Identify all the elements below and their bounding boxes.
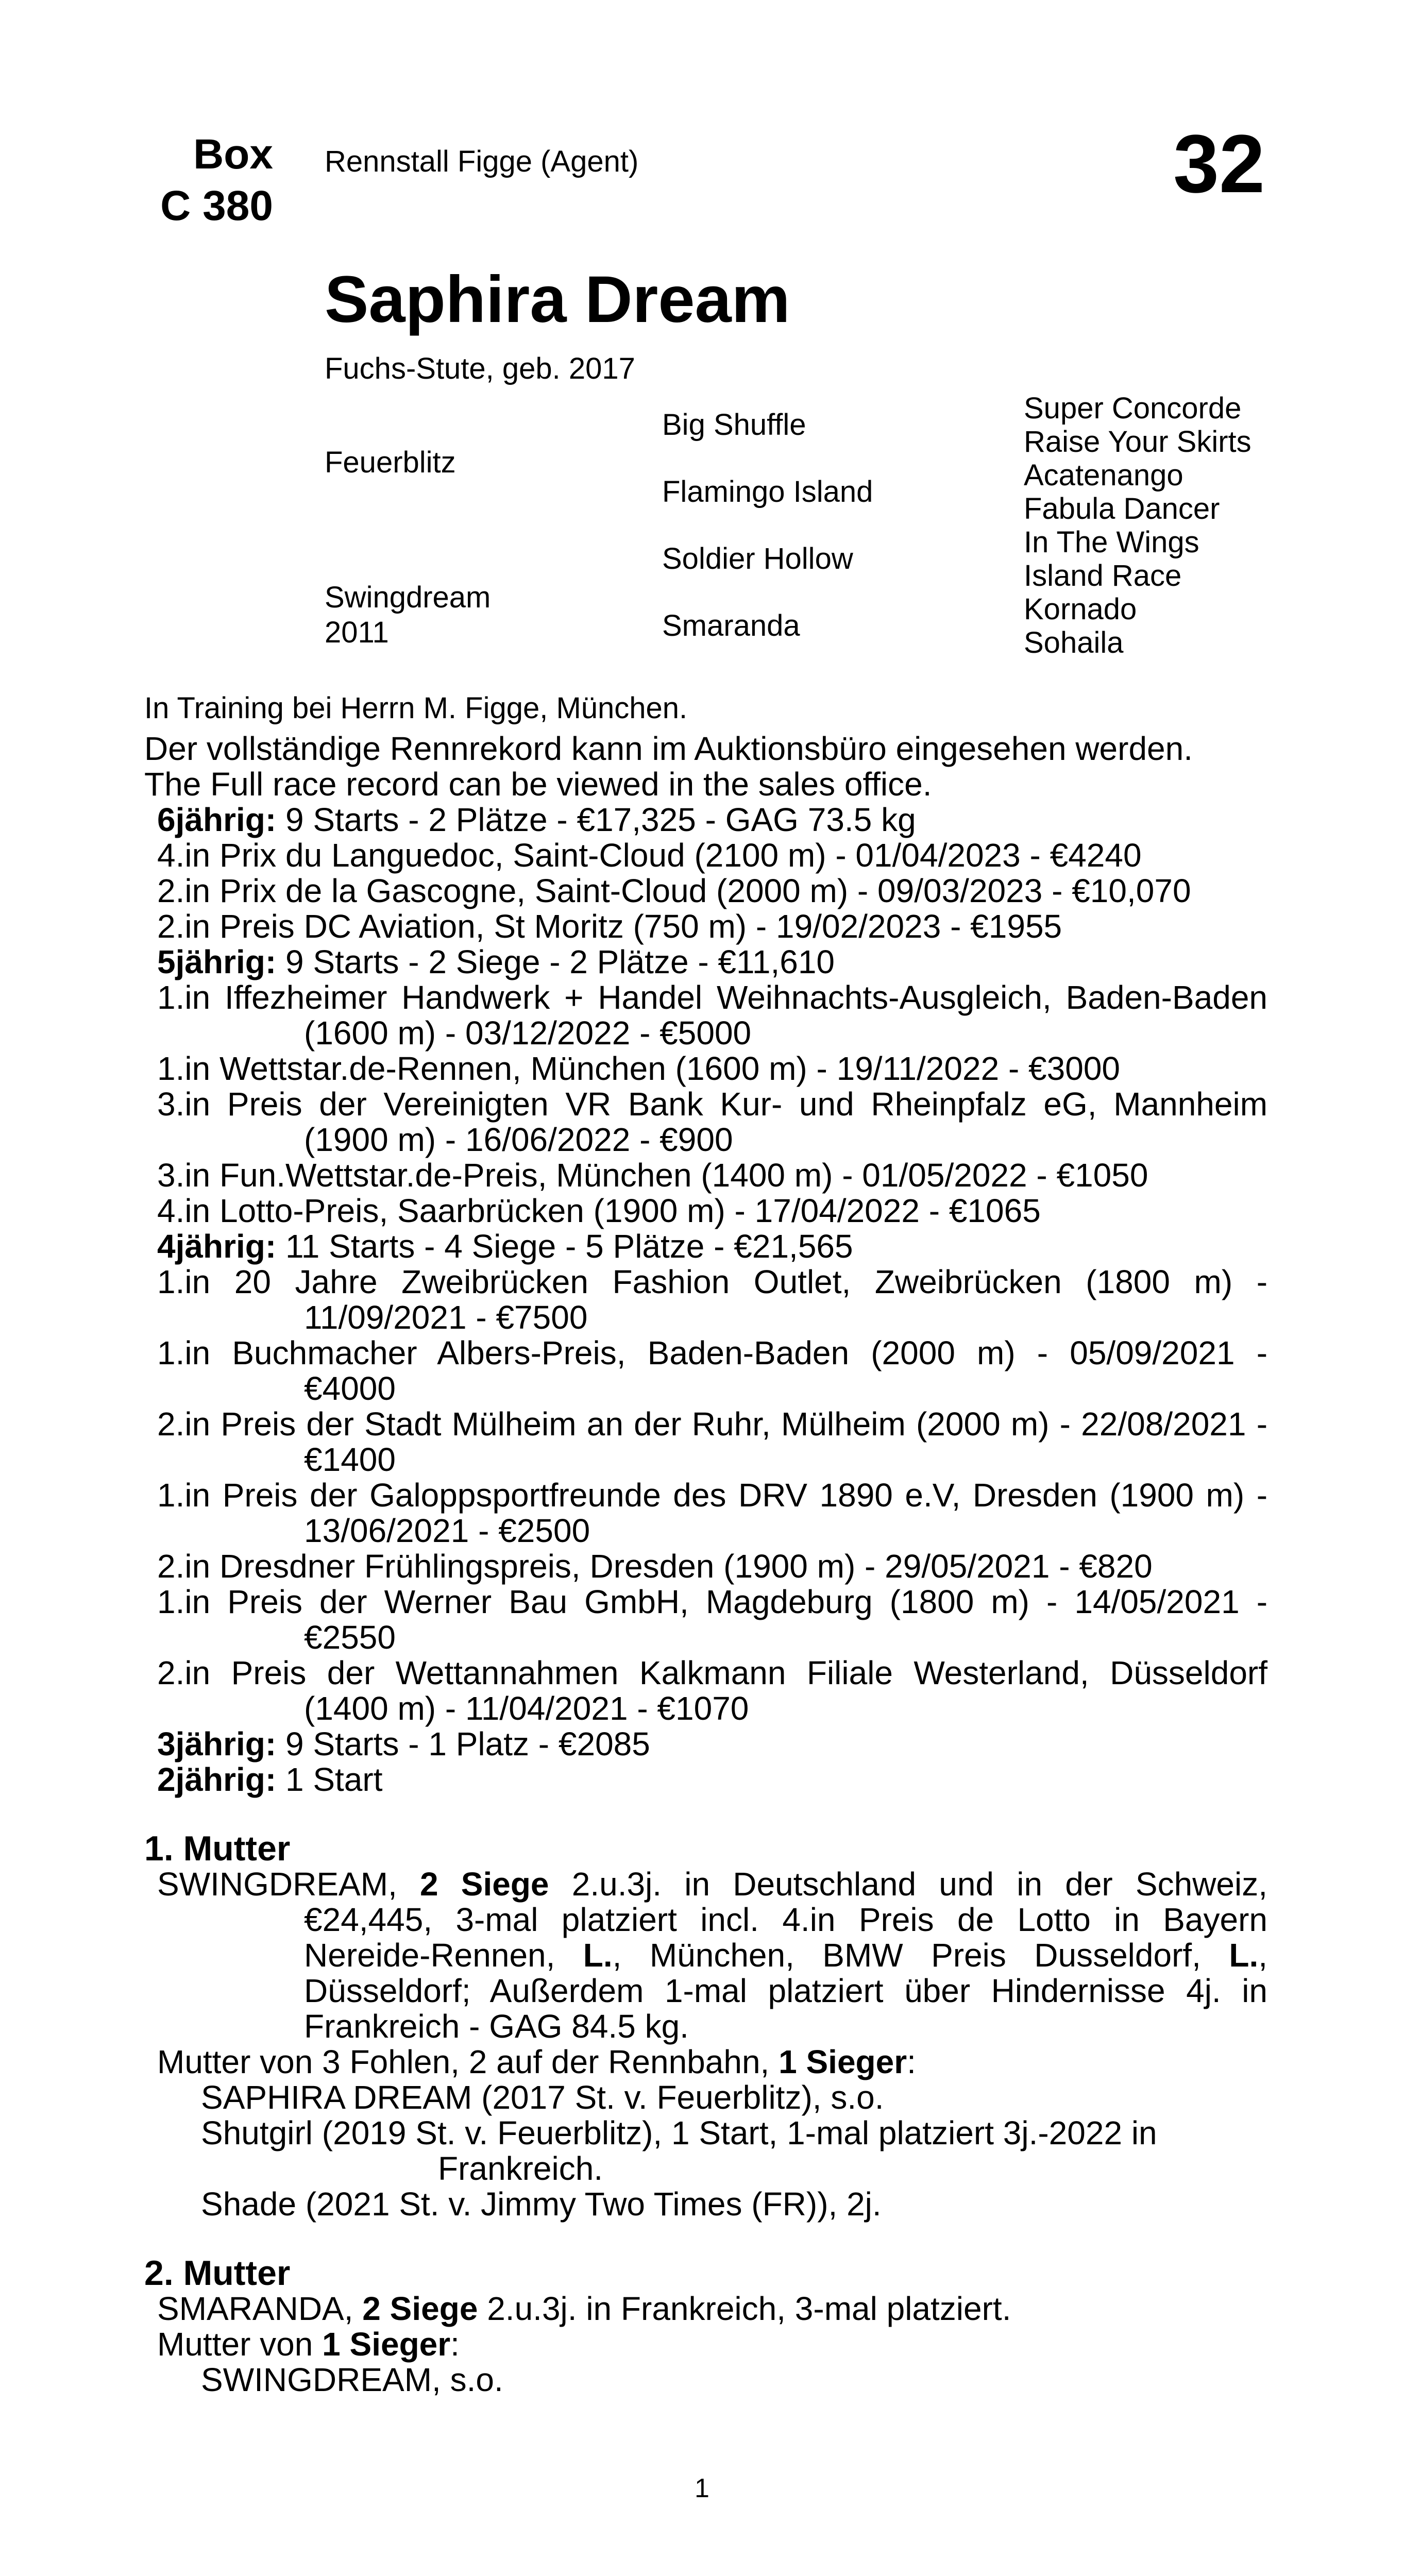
pedigree-g3-8: Sohaila (1024, 626, 1124, 659)
record-summary-text: 9 Starts - 2 Siege - 2 Plätze - €11,610 (276, 943, 835, 980)
second-dam-record (144, 2291, 1267, 2327)
horse-name: Saphira Dream (325, 263, 790, 336)
dam-name: SMARANDA, (157, 2290, 363, 2327)
race-entry: 2.in Preis DC Aviation, St Moritz (750 m) - 19/02/2023 - €1955 (157, 908, 1062, 945)
pedigree-dam-dam: Smaranda (662, 609, 800, 642)
page-number: 1 (695, 2473, 709, 2503)
race-entry: 2.in Dresdner Frühlingspreis, Dresden (1900 m) - 29/05/2021 - €820 (157, 1548, 1153, 1585)
dam-wins: 2 Siege (419, 1866, 549, 1903)
listed-marker: L. (583, 1937, 613, 1974)
record-summary (144, 802, 1267, 838)
pedigree-g3-4: Fabula Dancer (1024, 492, 1220, 526)
race-entry: 1.in Wettstar.de-Rennen, München (1600 m) - 19/11/2022 - €3000 (157, 1050, 1120, 1087)
race-entry: 2.in Preis der Stadt Mülheim an der Ruhr, Mülheim (2000 m) - 22/08/2021 - €1400 (157, 1405, 1267, 1478)
record-summary (144, 944, 1267, 980)
record-summary-text: 9 Starts - 2 Plätze - €17,325 - GAG 73.5 kg (276, 801, 916, 838)
record-summary (144, 1726, 1267, 1762)
pedigree-dam-sire: Soldier Hollow (662, 542, 853, 575)
box-number: C 380 (160, 182, 273, 229)
dam-record-text: 2.u.3j. in Frankreich, 3-mal platziert. (478, 2290, 1011, 2327)
first-dam-record (144, 1867, 1267, 2044)
race-entry: 3.in Preis der Vereinigten VR Bank Kur- und Rheinpfalz eG, Mannheim (1900 m) - 16/06/2022 - €900 (157, 1086, 1267, 1158)
produce-intro: Mutter von (157, 2326, 323, 2363)
pedigree-g3-1: Super Concorde (1024, 392, 1242, 425)
pedigree-g3-2: Raise Your Skirts (1024, 425, 1251, 459)
dam-record-text: 2.u.3j. in Deutschland und in der Schweiz, €24,445, 3-mal platziert incl. 4.in Preis de Lotto in Bayern Nereide-Rennen, (304, 1866, 1268, 1974)
pedigree-sire: Feuerblitz (325, 446, 456, 479)
dam-record-text: , München, BMW Preis Dusseldorf, (612, 1937, 1229, 1974)
progeny-entry: Shutgirl (2019 St. v. Feuerblitz), 1 Start, 1-mal platziert 3j.-2022 in Frankreich. (201, 2114, 1157, 2187)
catalogue-content (144, 690, 1267, 2398)
dam-wins: 2 Siege (362, 2290, 478, 2327)
dam-record-text: , Düsseldorf; Außerdem 1-mal platziert über Hindernisse 4j. in Frankreich - GAG 84.5 kg. (304, 1937, 1268, 2045)
race-entry: 4.in Lotto-Preis, Saarbrücken (1900 m) - 17/04/2022 - €1065 (157, 1192, 1041, 1229)
record-age: 2jährig: (157, 1761, 277, 1798)
record-summary-text: 11 Starts - 4 Siege - 5 Plätze - €21,565 (276, 1228, 853, 1265)
pedigree-g3-3: Acatenango (1024, 459, 1183, 492)
record-age: 4jährig: (157, 1228, 277, 1265)
record-summary (144, 1229, 1267, 1264)
race-entry: 1.in Preis der Werner Bau GmbH, Magdeburg (1800 m) - 14/05/2021 - €2550 (157, 1583, 1267, 1656)
box-label (144, 129, 273, 232)
pedigree-sire-sire: Big Shuffle (662, 408, 806, 442)
pedigree-dam: Swingdream (325, 581, 491, 614)
race-entry: 1.in Preis der Galoppsportfreunde des DRV 1890 e.V, Dresden (1900 m) - 13/06/2021 - €2500 (157, 1477, 1267, 1549)
record-summary-text: 9 Starts - 1 Platz - €2085 (276, 1725, 650, 1762)
record-age: 3jährig: (157, 1725, 277, 1762)
race-entry: 1.in Buchmacher Albers-Preis, Baden-Baden (2000 m) - 05/09/2021 - €4000 (157, 1334, 1267, 1407)
progeny-entry: SAPHIRA DREAM (2017 St. v. Feuerblitz), s.o. (201, 2079, 884, 2116)
pedigree-g3-7: Kornado (1024, 592, 1137, 626)
pedigree-sire-dam: Flamingo Island (662, 475, 873, 509)
training-note: In Training bei Herrn M. Figge, München. (144, 691, 688, 725)
agent: Rennstall Figge (Agent) (325, 145, 639, 178)
produce-intro: Mutter von 3 Fohlen, 2 auf der Rennbahn, (157, 2043, 779, 2080)
produce-winners: 1 Sieger (779, 2043, 907, 2080)
horse-description: Fuchs-Stute, geb. 2017 (325, 352, 635, 385)
pedigree-g3-5: In The Wings (1024, 526, 1199, 559)
progeny-entry: SWINGDREAM, s.o. (201, 2361, 503, 2398)
section-heading-first-dam: 1. Mutter (144, 1829, 291, 1868)
race-entry: 1.in Iffezheimer Handwerk + Handel Weihnachts-Ausgleich, Baden-Baden (1600 m) - 03/12/2022 - €5000 (157, 979, 1267, 1052)
produce-summary (144, 2044, 1267, 2080)
race-entry: 3.in Fun.Wettstar.de-Preis, München (1400 m) - 01/05/2022 - €1050 (157, 1157, 1148, 1194)
notice-german: Der vollständige Rennrekord kann im Auktionsbüro eingesehen werden. (144, 730, 1193, 767)
race-entry: 1.in 20 Jahre Zweibrücken Fashion Outlet, Zweibrücken (1800 m) - 11/09/2021 - €7500 (157, 1263, 1267, 1336)
listed-marker: L. (1229, 1937, 1259, 1974)
race-record (144, 802, 1267, 1798)
race-entry: 4.in Prix du Languedoc, Saint-Cloud (2100 m) - 01/04/2023 - €4240 (157, 837, 1142, 874)
race-entry: 2.in Prix de la Gascogne, Saint-Cloud (2000 m) - 09/03/2023 - €10,070 (157, 872, 1191, 909)
record-summary (144, 1762, 1267, 1798)
pedigree-dam-year: 2011 (325, 616, 389, 649)
record-age: 6jährig: (157, 801, 277, 838)
box-label-text: Box (193, 131, 273, 178)
produce-winners: 1 Sieger (322, 2326, 451, 2363)
produce-colon: : (450, 2326, 460, 2363)
produce-summary (144, 2327, 1267, 2362)
section-heading-second-dam: 2. Mutter (144, 2253, 291, 2293)
pedigree-g3-6: Island Race (1024, 559, 1182, 592)
progeny-entry: Shade (2021 St. v. Jimmy Two Times (FR)), 2j. (201, 2185, 882, 2223)
lot-number: 32 (1173, 117, 1265, 210)
race-entry: 2.in Preis der Wettannahmen Kalkmann Filiale Westerland, Düsseldorf (1400 m) - 11/04/2021 - €1070 (157, 1654, 1267, 1727)
produce-colon: : (907, 2043, 916, 2080)
notice-english: The Full race record can be viewed in the sales office. (144, 766, 932, 803)
dam-name: SWINGDREAM, (157, 1866, 420, 1903)
record-summary-text: 1 Start (276, 1761, 383, 1798)
record-age: 5jährig: (157, 943, 277, 980)
